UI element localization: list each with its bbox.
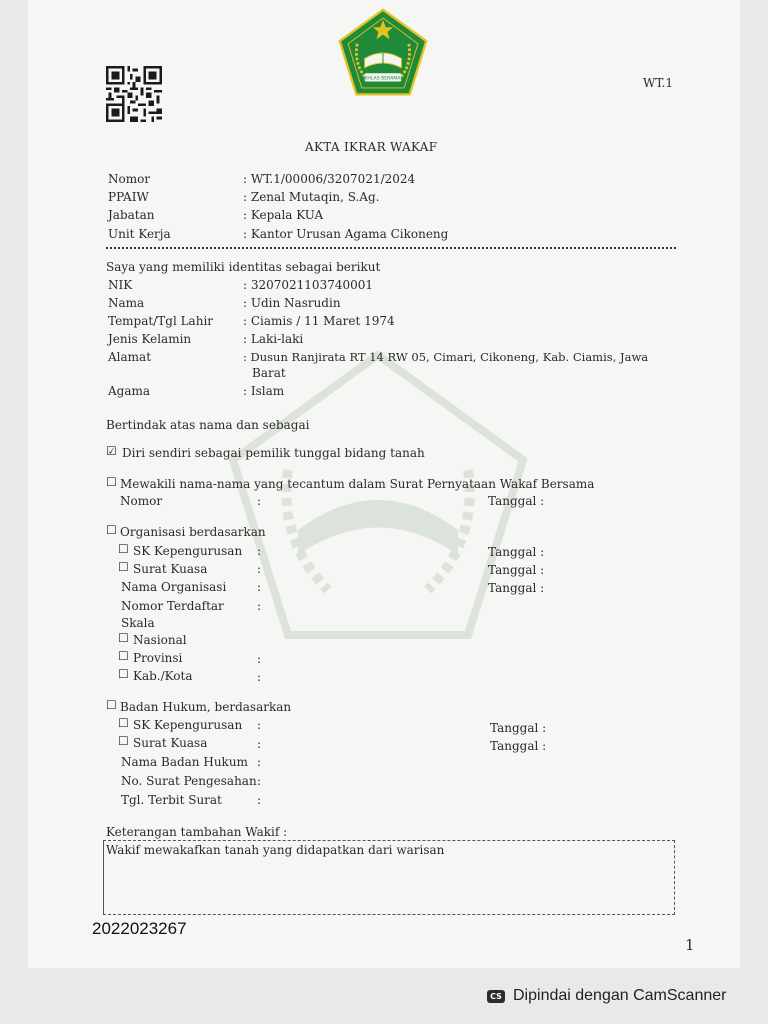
official-value-jabatan: : Kepala KUA xyxy=(243,208,324,222)
bh-surat-kuasa-colon: : xyxy=(257,737,262,751)
org-skala-label: Skala xyxy=(121,616,155,630)
checkbox-org-surat-kuasa[interactable]: ☐ xyxy=(118,560,129,574)
checkbox-bh-sk[interactable]: ☐ xyxy=(118,716,129,730)
identity-intro: Saya yang memiliki identitas sebagai berikut xyxy=(106,260,381,274)
mewakili-nomor-colon: : xyxy=(257,494,262,508)
skala-provinsi-label: Provinsi xyxy=(133,651,183,665)
separator-line xyxy=(106,247,676,249)
official-value-unit: : Kantor Urusan Agama Cikoneng xyxy=(243,227,449,241)
identity-label-nama: Nama xyxy=(108,296,145,310)
skala-provinsi-colon: : xyxy=(257,652,262,666)
page-number: 1 xyxy=(685,936,695,954)
official-value-ppaiw: : Zenal Mutaqin, S.Ag. xyxy=(243,190,380,204)
checkbox-skala-kabkota[interactable]: ☐ xyxy=(118,667,129,681)
org-sk-tanggal: Tanggal : xyxy=(488,545,545,559)
identity-value-alamat: : Dusun Ranjirata RT 14 RW 05, Cimari, Cikoneng, Kab. Ciamis, Jawa xyxy=(243,350,649,364)
bh-nama-colon: : xyxy=(257,755,262,769)
bh-surat-pengesahan-label: No. Surat Pengesahan xyxy=(121,774,257,788)
skala-nasional-label: Nasional xyxy=(133,633,187,647)
identity-value-ttl: : Ciamis / 11 Maret 1974 xyxy=(243,314,395,328)
org-nama-label: Nama Organisasi xyxy=(121,580,227,594)
bh-surat-kuasa-tanggal: Tanggal : xyxy=(490,739,547,753)
organisasi-label: Organisasi berdasarkan xyxy=(120,525,266,539)
option-mewakili-label: Mewakili nama-nama yang tecantum dalam Surat Pernyataan Wakaf Bersama xyxy=(120,477,595,491)
checkbox-diri-sendiri[interactable]: ☑ xyxy=(106,444,117,458)
org-sk-colon: : xyxy=(257,544,262,558)
keterangan-label: Keterangan tambahan Wakif : xyxy=(106,825,288,839)
org-nomor-terdaftar-label: Nomor Terdaftar xyxy=(121,599,224,613)
bh-nama-label: Nama Badan Hukum xyxy=(121,755,248,769)
identity-value-nama: : Udin Nasrudin xyxy=(243,296,341,310)
document-title: AKTA IKRAR WAKAF xyxy=(305,140,438,154)
bh-surat-kuasa-label: Surat Kuasa xyxy=(133,736,208,750)
identity-label-nik: NIK xyxy=(108,278,133,292)
official-label-jabatan: Jabatan xyxy=(108,208,155,222)
checkbox-badan-hukum[interactable]: ☐ xyxy=(106,698,117,712)
org-surat-kuasa-label: Surat Kuasa xyxy=(133,562,208,576)
checkbox-mewakili[interactable]: ☐ xyxy=(106,475,117,489)
keterangan-value: Wakif mewakafkan tanah yang didapatkan dari warisan xyxy=(106,843,445,857)
bh-sk-label: SK Kepengurusan xyxy=(133,718,243,732)
stamp-number: 2022023267 xyxy=(92,919,187,938)
org-nomor-terdaftar-colon: : xyxy=(257,599,262,613)
bh-sk-colon: : xyxy=(257,718,262,732)
official-label-unit: Unit Kerja xyxy=(108,227,171,241)
bh-tgl-terbit-colon: : xyxy=(257,793,262,807)
checkbox-org-sk[interactable]: ☐ xyxy=(118,542,129,556)
kemenag-logo xyxy=(337,7,429,99)
official-value-nomor: : WT.1/00006/3207021/2024 xyxy=(243,172,416,186)
checkbox-skala-nasional[interactable]: ☐ xyxy=(118,631,129,645)
badan-hukum-label: Badan Hukum, berdasarkan xyxy=(120,700,292,714)
form-code: WT.1 xyxy=(643,76,674,90)
bh-surat-pengesahan-colon: : xyxy=(257,774,262,788)
identity-value-agama: : Islam xyxy=(243,384,285,398)
bh-sk-tanggal: Tanggal : xyxy=(490,721,547,735)
official-label-ppaiw: PPAIW xyxy=(108,190,149,204)
checkbox-organisasi[interactable]: ☐ xyxy=(106,523,117,537)
option-diri-sendiri-label: Diri sendiri sebagai pemilik tunggal bidang tanah xyxy=(122,446,425,460)
identity-label-alamat: Alamat xyxy=(108,350,152,364)
mewakili-tanggal-label: Tanggal : xyxy=(488,494,545,508)
official-label-nomor: Nomor xyxy=(108,172,151,186)
identity-value-gender: : Laki-laki xyxy=(243,332,304,346)
mewakili-nomor-label: Nomor xyxy=(120,494,163,508)
skala-kabkota-label: Kab./Kota xyxy=(133,669,193,683)
identity-value-nik: : 3207021103740001 xyxy=(243,278,374,292)
acting-intro: Bertindak atas nama dan sebagai xyxy=(106,418,310,432)
identity-label-gender: Jenis Kelamin xyxy=(108,332,192,346)
org-surat-kuasa-tanggal: Tanggal : xyxy=(488,563,545,577)
identity-label-agama: Agama xyxy=(108,384,151,398)
org-sk-label: SK Kepengurusan xyxy=(133,544,243,558)
org-nama-tanggal: Tanggal : xyxy=(488,581,545,595)
org-surat-kuasa-colon: : xyxy=(257,562,262,576)
identity-value-alamat-cont: Barat xyxy=(252,366,286,380)
identity-label-ttl: Tempat/Tgl Lahir xyxy=(108,314,214,328)
org-nama-colon: : xyxy=(257,580,262,594)
bh-tgl-terbit-label: Tgl. Terbit Surat xyxy=(121,793,222,807)
checkbox-bh-surat-kuasa[interactable]: ☐ xyxy=(118,734,129,748)
checkbox-skala-provinsi[interactable]: ☐ xyxy=(118,649,129,663)
qr-code xyxy=(106,66,162,122)
camscanner-icon: CS xyxy=(487,990,505,1003)
skala-kabkota-colon: : xyxy=(257,670,262,684)
camscanner-text: Dipindai dengan CamScanner xyxy=(513,987,727,1004)
logo-motto: IKHLAS BERAMAL xyxy=(363,76,403,82)
